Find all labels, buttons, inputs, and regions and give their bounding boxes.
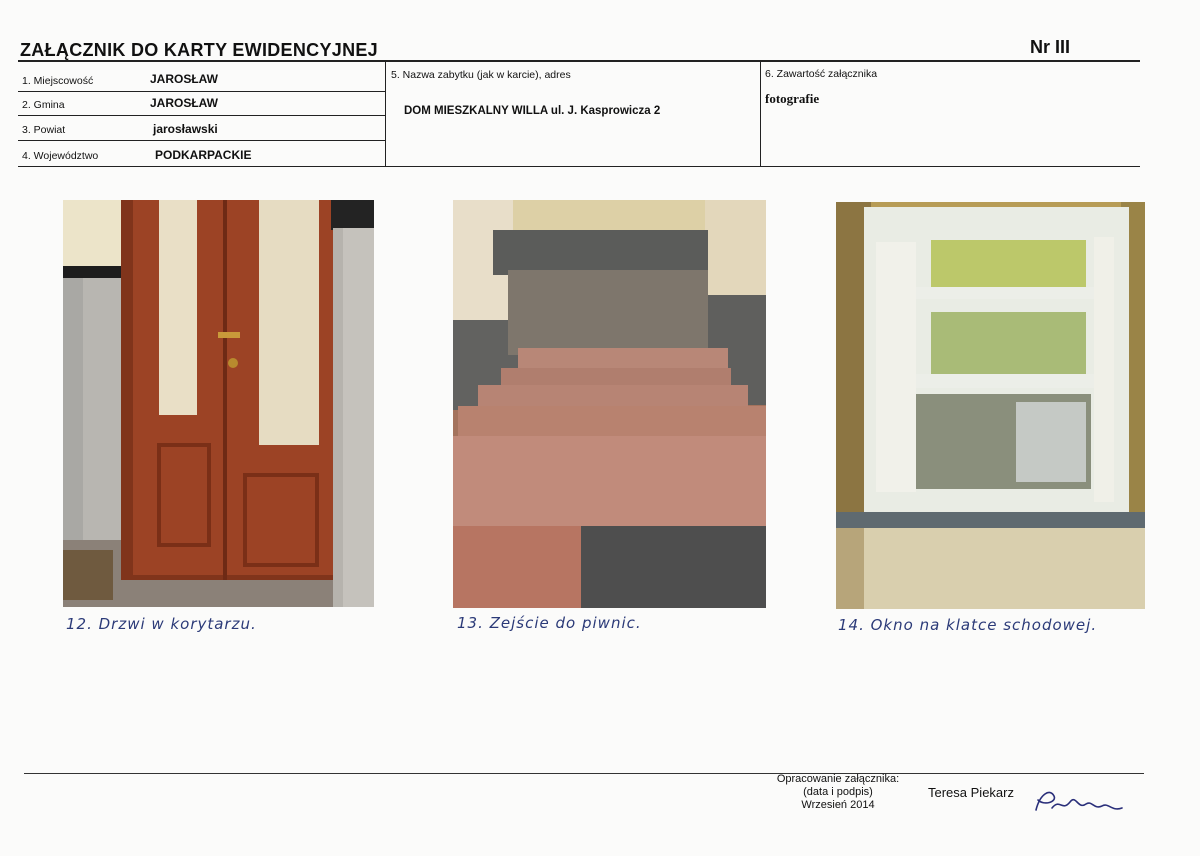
photo-staircase-window <box>836 202 1145 609</box>
monument-name-label: 5. Nazwa zabytku (jak w karcie), adres <box>391 69 571 81</box>
handwritten-signature <box>1032 784 1127 820</box>
preparation-date: Wrzesień 2014 <box>801 799 875 811</box>
prepared-label: Opracowanie załącznika: <box>776 773 900 785</box>
attachment-number: Nr III <box>1030 37 1071 57</box>
footer-divider <box>24 773 1144 774</box>
voivodeship-label: 4. Województwo <box>22 150 99 162</box>
table-bottom-border <box>18 166 1140 167</box>
contents-value: fotografie <box>765 91 820 106</box>
voivodeship-value: PODKARPACKIE <box>155 148 252 162</box>
row-divider <box>18 115 385 116</box>
caption-photo-13: 13. Zejście do piwnic. <box>457 614 642 632</box>
photo-basement-stairs <box>453 200 766 608</box>
caption-photo-14: 14. Okno na klatce schodowej. <box>838 616 1098 634</box>
document-title: ZAŁĄCZNIK DO KARTY EWIDENCYJNEJ <box>20 40 378 60</box>
commune-value: JAROSŁAW <box>150 96 219 110</box>
column-divider <box>760 60 761 167</box>
table-top-border <box>18 60 1140 62</box>
column-divider <box>385 60 386 167</box>
county-label: 3. Powiat <box>22 124 66 136</box>
caption-photo-12: 12. Drzwi w korytarzu. <box>66 615 257 633</box>
locality-value: JAROSŁAW <box>150 72 219 86</box>
row-divider <box>18 91 385 92</box>
commune-label: 2. Gmina <box>22 99 65 111</box>
row-divider <box>18 140 385 141</box>
county-value: jarosławski <box>153 122 218 136</box>
monument-name-value: DOM MIESZKALNY WILLA ul. J. Kasprowicza 2 <box>404 105 661 117</box>
author-name: Teresa Piekarz <box>928 785 1014 800</box>
date-signature-label: (data i podpis) <box>803 786 873 798</box>
photo-corridor-door <box>63 200 374 607</box>
contents-label: 6. Zawartość załącznika <box>765 68 878 80</box>
record-card-table <box>18 60 1140 167</box>
locality-label: 1. Miejscowość <box>22 75 94 87</box>
